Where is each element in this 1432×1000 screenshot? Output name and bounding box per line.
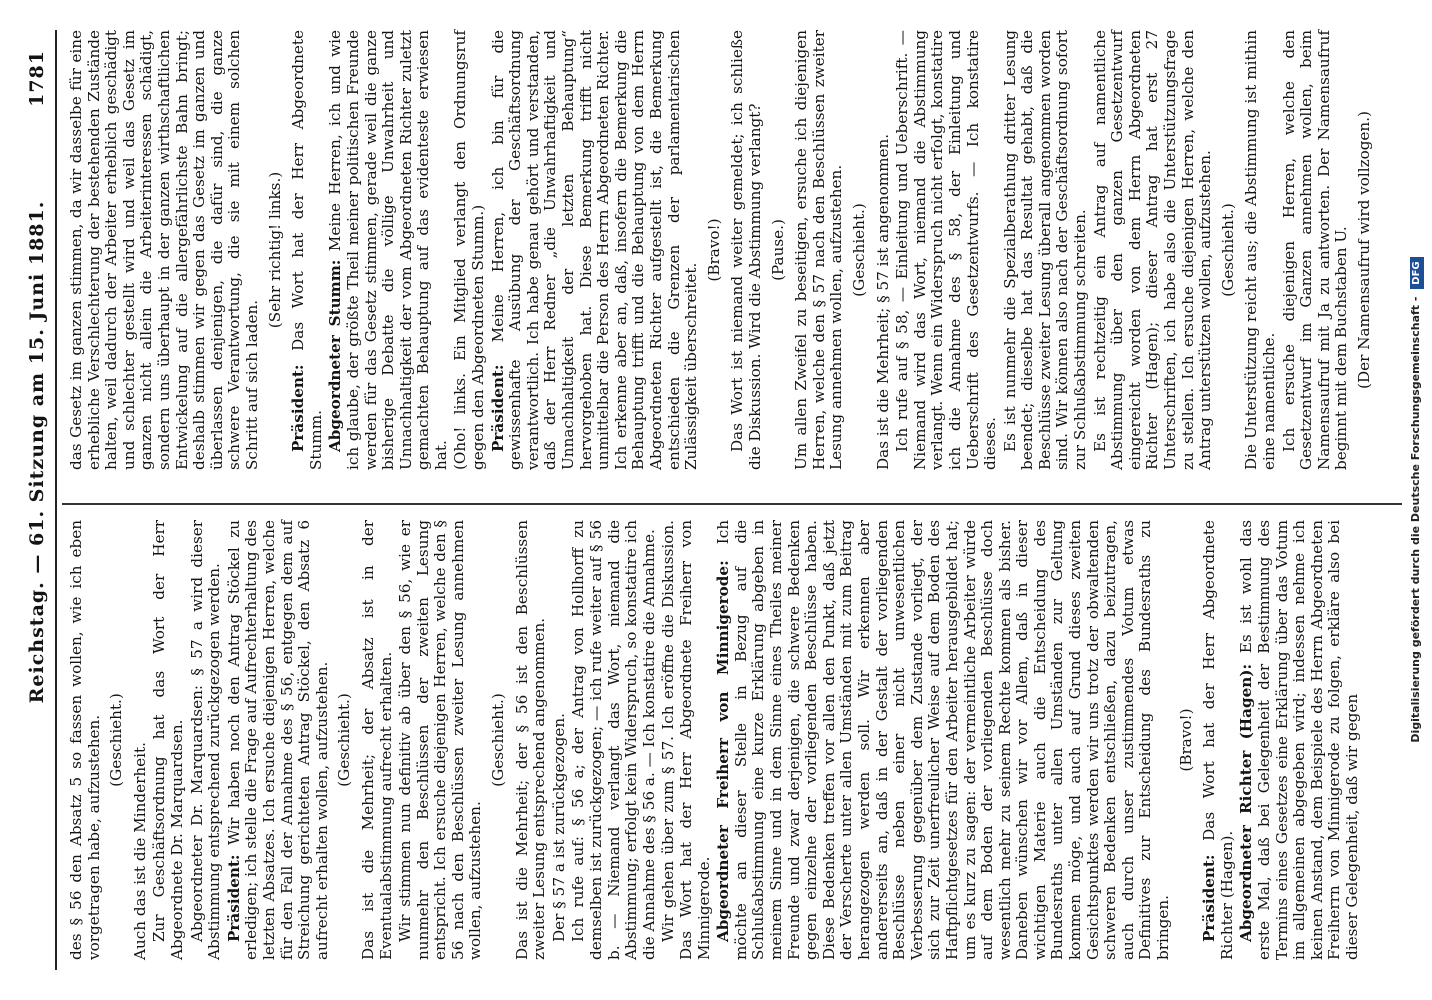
paragraph bbox=[360, 520, 395, 960]
paragraph bbox=[151, 520, 186, 960]
paragraph bbox=[452, 30, 487, 470]
paragraph-text: Ich ersuche diejenigen Herren, welche den Gesetzentwurf im Ganzen annehmen wollen, beim Namensaufruf mit Ja zu antworten. Der Namensaufruf beginnt mit dem Buchstaben U. bbox=[1279, 30, 1351, 470]
paragraph-text: Es ist wohl das erste Mal, daß bei Gelegenheit der Bestimmung des Termins eines Gesetzes eine Erklärung über das Votum im allgemeinen abgegeben wird; indessen nehme ich keinen Anstand, dem Beispiele des Herrn Abgeordneten Freiherrn von Minnigerode zu folgen, erkläre also bei dieser Gelegenheit, daß wir gegen bbox=[1237, 520, 1361, 960]
paragraph-text: (Sehr richtig! links.) bbox=[265, 171, 284, 329]
paragraph bbox=[551, 520, 569, 960]
credit-text: Digitalisierung gefördert durch die Deutsche Forschungsgemeinschaft - bbox=[1409, 296, 1422, 743]
paragraph-text: Es ist rechtzeitig ein Antrag auf namentliche Abstimmung über den ganzen Gesetzentwurf eingereicht worden von dem Herrn Abgeordneten Richter (Hagen); dieser Antrag hat erst 27 Unterschriften, ich habe also die Unterstützungsfrage zu stellen. Ich ersuche diejenigen Herren, welche den Antrag unterstützen wollen, aufzustehen. bbox=[1090, 30, 1215, 470]
speaker-label: Präsident: bbox=[1200, 854, 1219, 942]
paragraph bbox=[715, 520, 1172, 960]
paragraph bbox=[68, 520, 103, 960]
paragraph-text: Das ist die Mehrheit; § 57 ist angenommen. bbox=[873, 133, 892, 470]
right-column bbox=[68, 30, 1380, 470]
digitization-credit bbox=[1405, 20, 1427, 980]
stage-direction bbox=[1178, 520, 1196, 960]
stage-direction bbox=[770, 30, 788, 470]
paragraph bbox=[793, 30, 846, 470]
paragraph-text: Wir gehen über zum § 57. Ich eröffne die Diskussion. Das Wort hat der Herr Abgeordnete Freiherr von Minnigerode. bbox=[659, 520, 713, 960]
stage-direction bbox=[108, 520, 126, 960]
stage-direction bbox=[490, 520, 508, 960]
paragraph bbox=[894, 30, 1000, 470]
paragraph bbox=[514, 520, 549, 960]
paragraph-text: Abgeordneter Dr. Marquardsen: § 57 a wird dieser Abstimmung entsprechend zurückgezogen werden. bbox=[187, 520, 224, 960]
paragraph-text: Um allen Zweifel zu beseitigen, ersuche ich diejenigen Herren, welche den § 57 nach den Beschlüssen zweiter Lesung annehmen wollen, aufzustehen. bbox=[792, 30, 846, 470]
paragraph-text: Die Unterstützung reicht aus; die Abstimmung ist mithin eine namentliche. bbox=[1242, 30, 1278, 470]
paragraph-text: Meine Herren, ich bin für die gewissenhafte Ausübung der Geschäftsordnung verantwortlich. Ich habe genau gehört und verstanden, daß der Herr Redner „die Unwahrhaftigkeit und Unnachhaltigkeit der letzten Behauptung“ hervorgehoben hat. Diese Bemerkung trifft nicht unmittelbar die Person des Herrn Abgeordneten Richter. Ich erkenne aber an, daß, insofern die Bemerkung die Behauptung trifft und die Behauptung von dem Herrn Abgeordneten Richter aufgestellt ist, die Bemerkung entschieden die Grenzen der parlamentarischen Zulässigkeit überschreitet. bbox=[488, 29, 701, 470]
header-rule bbox=[55, 30, 57, 970]
paragraph bbox=[875, 30, 893, 470]
paragraph-text: Das ist die Mehrheit; der § 56 ist den Beschlüssen zweiter Lesung entsprechend angenommen. bbox=[512, 520, 549, 960]
paragraph-text: (Bravo!) bbox=[704, 218, 723, 282]
column-divider bbox=[62, 503, 1402, 505]
paragraph bbox=[397, 520, 485, 960]
paragraph-text: Das Wort hat der Herr Abgeordnete Richter (Hagen). bbox=[1200, 520, 1236, 960]
running-title: Reichstag. — 61. Sitzung am 15. Juni 1881. bbox=[26, 200, 48, 704]
paragraph-text: (Geschieht.) bbox=[107, 693, 126, 787]
paragraph bbox=[327, 30, 450, 470]
speaker-label: Abgeordneter Richter (Hagen): bbox=[1237, 663, 1256, 942]
paragraph-text: Wir stimmen nun definitiv ab über den § 56, wie er nunmehr den Beschlüssen der zweiten Lesung entspricht. Ich ersuche diejenigen Herren, welche den § 56 nach den Beschlüssen zweiter Lesung annehmen wollen, aufzustehen. bbox=[396, 520, 485, 960]
paragraph-text: Wir haben noch den Antrag Stöckel zu erledigen; ich stelle die Frage auf Aufrechterhaltung des letzten Absatzes. Ich ersuche diejenigen Herren, welche für den Fall der Annahme des § 56, entgegen dem auf Streichung gerichteten Antrag Stöckel, den Absatz 6 aufrecht erhalten wollen, aufzustehen. bbox=[224, 519, 331, 960]
paragraph bbox=[570, 520, 658, 960]
speaker-label: Abgeordneter Freiherr von Minnigerode: bbox=[714, 560, 733, 942]
paragraph-text: (Bravo!) bbox=[1176, 708, 1195, 772]
paragraph bbox=[1092, 30, 1215, 470]
paragraph bbox=[1201, 520, 1236, 960]
paragraph bbox=[132, 520, 150, 960]
stage-direction bbox=[706, 30, 724, 470]
stage-direction bbox=[1220, 30, 1238, 470]
speaker-label: Präsident: bbox=[224, 854, 243, 942]
stage-direction bbox=[336, 520, 354, 960]
speaker-label: Abgeordneter Stumm: bbox=[326, 259, 345, 452]
paragraph-text: des § 56 den Absatz 5 so fassen wollen, wie ich eben vorgetragen habe, aufzustehen. bbox=[67, 520, 103, 960]
paragraph bbox=[68, 30, 262, 470]
paragraph-text: (Geschieht.) bbox=[849, 203, 868, 297]
page-header bbox=[0, 0, 56, 1000]
left-column bbox=[68, 520, 1364, 960]
paragraph-text: (Geschieht.) bbox=[335, 693, 354, 787]
speaker-label: Präsident: bbox=[289, 364, 308, 452]
paragraph-text: Zur Geschäftsordnung hat das Wort der Herr Abgeordnete Dr. Marquardsen. bbox=[150, 520, 186, 960]
paragraph bbox=[1238, 520, 1361, 960]
paragraph bbox=[1243, 30, 1278, 470]
paragraph bbox=[226, 520, 332, 960]
paragraph bbox=[729, 30, 764, 470]
paragraph-text: Auch das ist die Minderheit. bbox=[130, 742, 149, 960]
stage-direction bbox=[1356, 30, 1374, 470]
speaker-label: Präsident: bbox=[488, 364, 507, 452]
dfg-logo: DFG bbox=[1410, 257, 1424, 288]
page-number: 1781 bbox=[26, 50, 48, 107]
paragraph-text: Ich rufe auf § 58, — Einleitung und Ueberschrift. — Niemand wird das Wort, niemand die Abstimmung verlangt. Wenn ein Widerspruch nicht erfolgt, konstatire ich die Annahme des § 58, der Einleitung und Ueberschrift des Gesetzentwurfs. — Ich konstatire dieses. bbox=[893, 30, 1000, 470]
paragraph-text: Ich möchte an dieser Stelle in Bezug auf die Schlußabstimmung eine kurze Erklärung abgeben in meinem Sinne und in dem Sinne eines Theiles meiner Freunde und zwar derjenigen, die schwere Bedenken gegen einzelne der vorliegenden Beschlüsse haben. Diese Bedenken treffen vor allen den Punkt, daß jetzt der Verscherte unter allen Umständen mit zum Beitrag herangezogen werden soll. Wir erkennen aber andererseits an, daß in der Gestalt der vorliegenden Beschlüsse neben einer nicht unwesentlichen Verbesserung gegenüber dem Zustande vorliegt, der sich zur Zeit unerfreulicher Weise auf dem Boden des Haftpflichtgesetzes für den Arbeiter herausgebildet hat; um es kurz zu sagen: der vermeintliche Arbeiter würde auf dem Boden der vorliegenden Beschlüsse doch wesentlich mehr zu seinem Rechte kommen als bisher. Daneben wünschen wir vor Allem, daß in dieser wichtigen Materie auch die Entscheidung des Bundesraths unter allen Umständen zur Geltung kommen möge, und auch auf Grund dieses zweiten Gesichtspunktes werden wir uns trotz der obwaltenden schweren Bedenken entschließen, dazu beizutragen, auch durch unser zustimmendes Votum etwas Definitives zur Entscheidung des Bundesraths zu bringen. bbox=[714, 520, 1173, 960]
paragraph-text: (Der Namensaufruf wird vollzogen.) bbox=[1354, 111, 1373, 389]
paragraph-text: Es ist nunmehr die Spezialberathung dritter Lesung beendet; dieselbe hat das Resultat gehabt, daß die Beschlüsse zweiter Lesung überall angenommen worden sind. Wir können also nach der Geschäftsordnung sofort zur Schlußabstimmung schreiten. bbox=[1000, 30, 1090, 470]
paragraph-text: Das ist die Mehrheit; der Absatz ist in der Eventualabstimmung aufrecht erhalten. bbox=[358, 520, 395, 960]
stage-direction bbox=[851, 30, 869, 470]
paragraph-text: (Geschieht.) bbox=[489, 693, 508, 787]
paragraph bbox=[189, 520, 224, 960]
paragraph bbox=[490, 30, 701, 470]
paragraph bbox=[1281, 30, 1351, 470]
paragraph-text: Ich rufe auf: § 56 a; der Antrag von Hollhorff zu demselben ist zurückgezogen; — ich rufe weiter auf § 56 b. — Niemand verlangt das Wort, niemand die Abstimmung; erfolgt kein Widerspruch, so konstatire ich die Annahme des § 56 a. — Ich konstatire die Annahme. bbox=[569, 520, 658, 960]
paragraph-text: Der § 57 a ist zurückgezogen. bbox=[549, 713, 568, 942]
paragraph-text: Das Wort hat der Herr Abgeordnete Stumm. bbox=[289, 30, 325, 470]
paragraph bbox=[1002, 30, 1090, 470]
paragraph-text: das Gesetz im ganzen stimmen, da wir dasselbe für eine erhebliche Verschlechterung der bestehenden Zustände halten, weil dadurch der Arbeiter erheblich geschädigt und schlechter gestellt wird und weil das Gesetz im ganzen nicht allein die Arbeiterinteressen schädigt, sondern uns überhaupt in der ganzen wirthschaftlichen Entwickelung auf die allergefährlichste Bahn bringt; deshalb stimmen wir gegen das Gesetz im ganzen und überlassen denjenigen, die dafür sind, die ganze schwere Verantwortung, die sie mit einem solchen Schritt auf sich laden. bbox=[67, 30, 261, 470]
paragraph bbox=[660, 520, 713, 960]
paragraph bbox=[290, 30, 325, 470]
paragraph-text: Meine Herren, ich und wie ich glaube, der größte Theil meiner politischen Freunde werden für das Gesetz stimmen, gerade weil die ganze bisherige Debatte die völlige Unwahrheit und Unnachhaltigkeit der vom Abgeordneten Richter zuletzt gemachten Behauptung auf das evidenteste erwiesen hat. bbox=[326, 30, 450, 470]
paragraph-text: (Geschieht.) bbox=[1218, 203, 1237, 297]
paragraph-text: Das Wort ist niemand weiter gemeldet; ich schließe die Diskussion. Wird die Abstimmung verlangt? bbox=[728, 30, 764, 470]
stage-direction bbox=[267, 30, 285, 470]
paragraph-text: (Pause.) bbox=[768, 219, 787, 281]
paragraph-text: (Oho! links. Ein Mitglied verlangt den Ordnungsruf gegen den Abgeordneten Stumm.) bbox=[451, 30, 488, 470]
